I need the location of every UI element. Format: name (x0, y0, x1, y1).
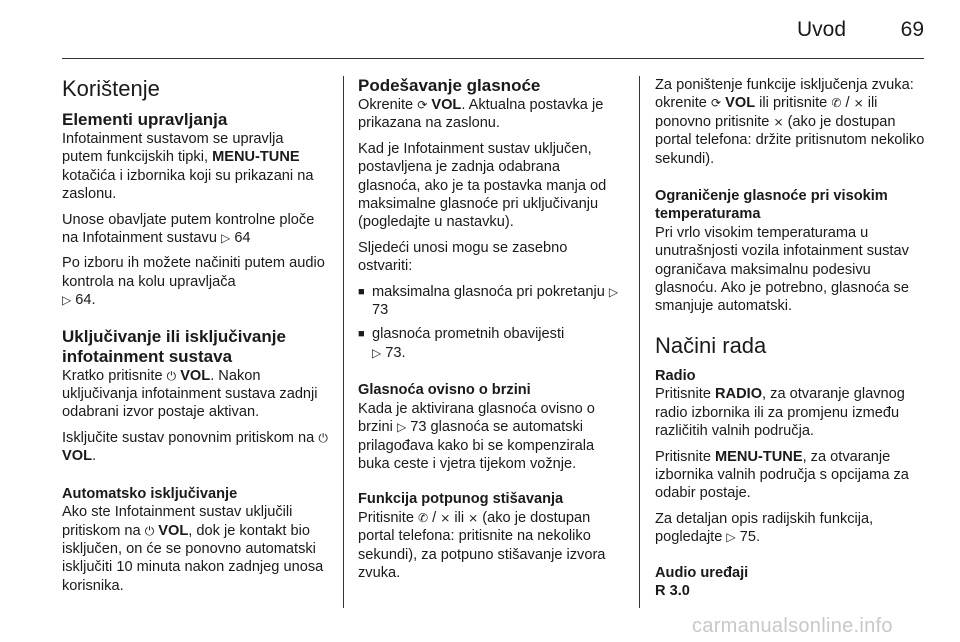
subsection-title: Funkcija potpunog stišavanja (358, 491, 564, 508)
column-divider (343, 76, 344, 608)
subsection-title: Ograničenje glasnoće pri visokim temperaturama (655, 188, 888, 223)
paragraph: Po izboru ih možete načiniti putem audio kontrola na kolu upravljača ▷ 64. (62, 255, 325, 309)
column-2 (358, 76, 624, 589)
list-item: ■ maksimalna glasnoća pri pokretanju ▷ 73 (358, 283, 624, 320)
paragraph: Ako ste Infotainment sustav uključili pritiskom na ⏻ VOL, dok je kontakt bio isključen, on će se ponovno automatski isključiti 10 minuta nakon zadnjeg unosa korisnika. (62, 504, 324, 594)
list-item: ■ glasnoća prometnih obavijesti ▷ 73. (358, 325, 624, 362)
paragraph: Kada je aktivirana glasnoća ovisno o brzini ▷ 73 glasnoća se automatski prilagođava kako bi se kompenzirala buka ceste i vjetra tijekom vožnje. (358, 400, 595, 472)
subsection-title: Radio (655, 367, 696, 384)
column-1 (62, 76, 328, 602)
watermark: carmanualsonline.info (692, 615, 893, 637)
page-header (62, 12, 924, 60)
list (358, 283, 624, 363)
menu-tune-label: MENU-TUNE (212, 149, 300, 166)
paragraph: Pritisnite RADIO, za otvaranje glavnog radio izbornika ili za promjenu između različitih valnih područja. (655, 386, 905, 440)
reference-icon: ▷ (62, 293, 72, 308)
header-rule (62, 58, 924, 59)
subsection-title: Audio uređaji (655, 564, 749, 581)
power-icon: ⏻ (318, 430, 328, 445)
paragraph: Pritisnite MENU-TUNE, za otvaranje izbornika valnih područja s opcijama za odabir postaje. (655, 448, 909, 502)
rotate-icon: ⟳ (417, 98, 428, 112)
subsection-title: Automatsko isključivanje (62, 485, 238, 502)
reference-icon: ▷ (608, 284, 619, 299)
reference-icon: ▷ (372, 345, 382, 360)
paragraph: Okrenite ⟳ VOL. Aktualna postavka je prikazana na zaslonu. (358, 97, 604, 132)
rotate-icon: ⟳ (710, 96, 722, 111)
section-title: Korištenje (62, 76, 160, 101)
power-icon: ⏻ (166, 368, 177, 383)
header-title: Uvod (796, 18, 846, 41)
paragraph: Kratko pritisnite ⏻ VOL. Nakon uključivanja infotainment sustava zadnji odabrani izvor postaje aktivan. (62, 367, 318, 421)
column-divider (639, 76, 640, 608)
page-ref: 64. (75, 292, 96, 309)
power-icon: ⏻ (144, 523, 155, 538)
paragraph: Pritisnite ✆ / ⨯ ili ⨯ (ako je dostupan portal telefona: pritisnite na nekoliko sekundi), za potpuno stišavanje izvora zvuka. (358, 509, 606, 581)
subsection-title: Elementi upravljanja (62, 110, 228, 129)
paragraph: Isključite sustav ponovnim pritiskom na ⏻ VOL. (62, 429, 328, 465)
subsection-title: Uključivanje ili isključivanje infotainment sustava (62, 326, 286, 366)
page-ref: 64 (234, 230, 251, 247)
mute-icon: ⨯ (468, 510, 479, 525)
paragraph: Sljedeći unosi mogu se zasebno ostvariti: (358, 239, 568, 275)
paragraph: Infotainment sustavom se upravlja putem funkcijskih tipki, MENU-TUNE kotačića i izbornika koji su prikazani na zaslonu. (62, 131, 314, 203)
paragraph: Unose obavljate putem kontrolne ploče na Infotainment sustavu ▷ 64 (62, 211, 315, 247)
reference-icon: ▷ (221, 231, 231, 246)
subsection-subtitle: R 3.0 (655, 582, 690, 599)
paragraph: Za poništenje funkcije isključenja zvuka: okrenite ⟳ VOL ili pritisnite ✆ / ⨯ ili ponovno pritisnite ⨯ (ako je dostupan portal telefona: držite pritisnutom nekoliko sekundi). (655, 77, 925, 167)
section-title: Načini rada (655, 332, 767, 358)
paragraph: Pri vrlo visokim temperaturama u unutrašnjosti vozila infotainment sustav ograničava maksimalnu podesivu glasnoću. Ako je potrebno, glasnoća se smanjuje automatski. (655, 224, 909, 315)
paragraph: Kad je Infotainment sustav uključen, postavljena je zadnja odabrana glasnoća, ako je ta postavka manja od maksimalne glasnoće pri uključivanju (pogledajte u nastavku). (358, 140, 607, 231)
page-number: 69 (900, 18, 924, 41)
mute-icon: ⨯ (853, 96, 864, 111)
reference-icon: ▷ (396, 420, 407, 435)
paragraph: Za detaljan opis radijskih funkcija, pogledajte ▷ 75. (655, 510, 874, 546)
subsection-title: Glasnoća ovisno o brzini (358, 382, 531, 399)
subsection-title: Podešavanje glasnoće (358, 76, 541, 95)
phone-icon: ✆ (831, 96, 842, 111)
column-3 (655, 76, 925, 600)
phone-icon: ✆ (418, 510, 429, 525)
reference-icon: ▷ (726, 530, 736, 545)
mute-icon: ⨯ (773, 114, 784, 129)
mute-icon: ⨯ (440, 510, 451, 525)
